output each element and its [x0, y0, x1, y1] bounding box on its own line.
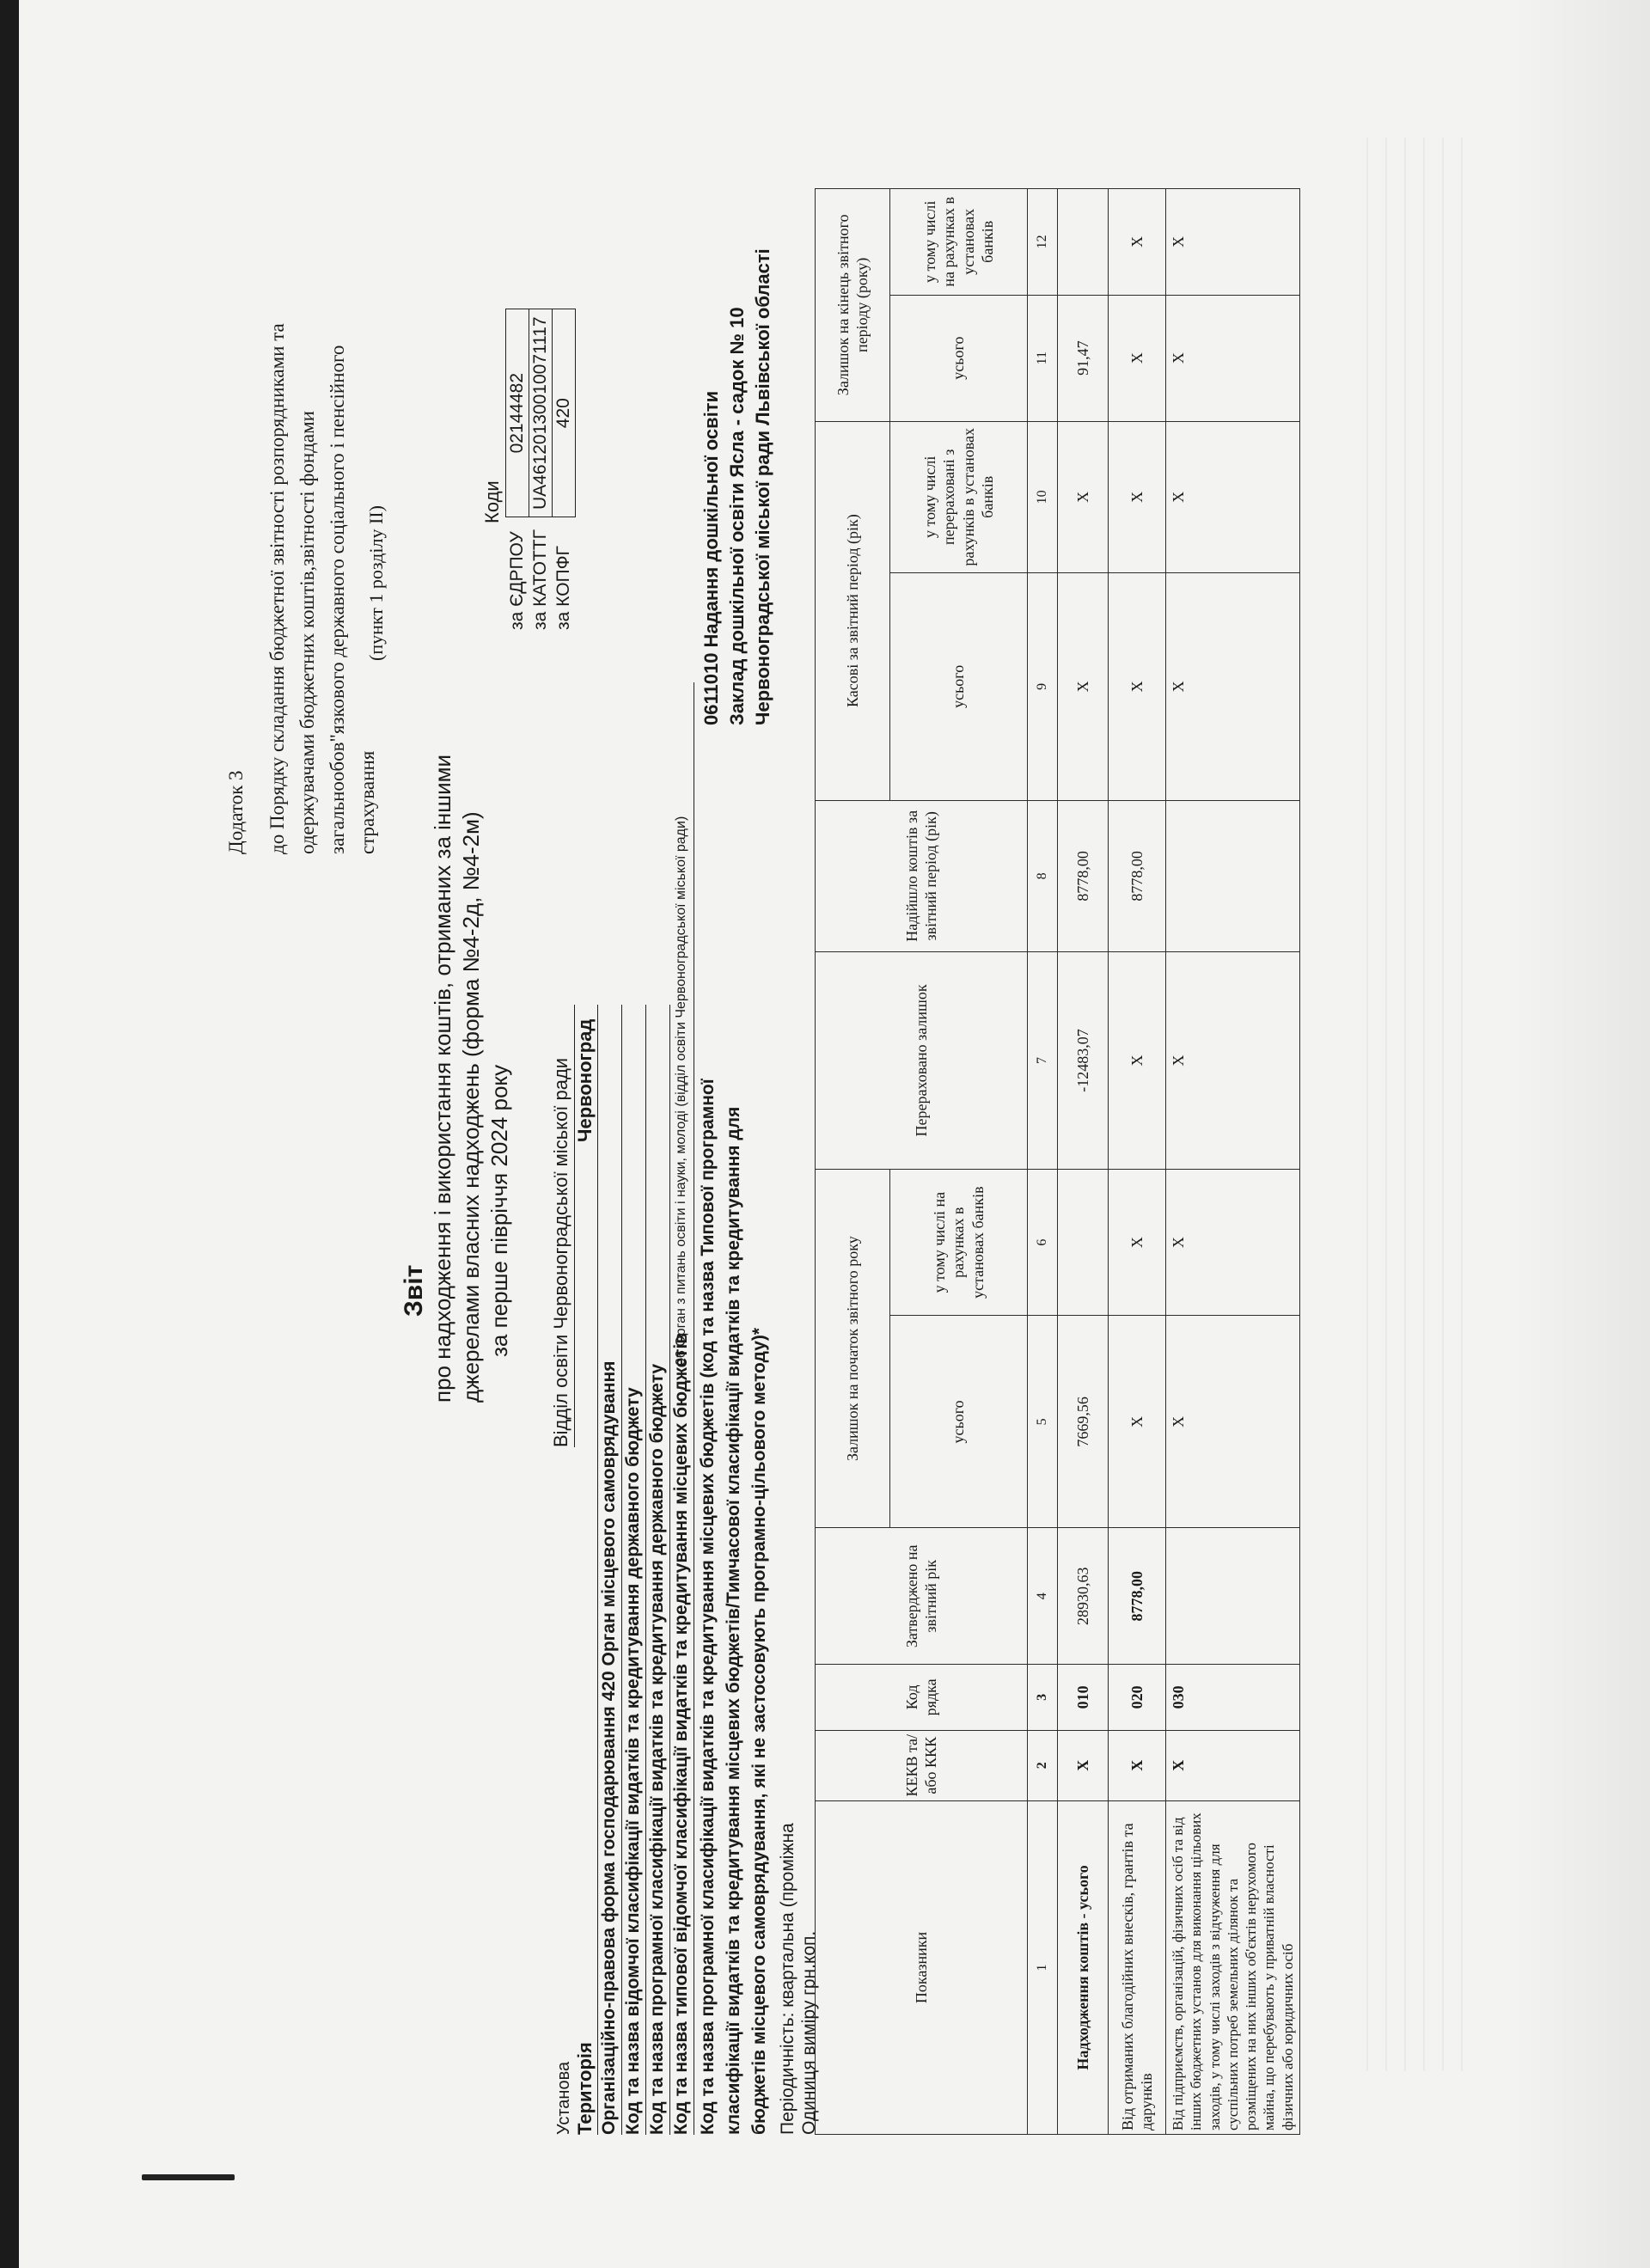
- annex-line-2: одержувачами бюджетних коштів,звітності фондами: [296, 411, 318, 854]
- report-period: за перше півріччя 2024 року: [486, 1064, 512, 1357]
- code-row: [506, 309, 529, 637]
- row-code: 020: [1109, 1665, 1166, 1730]
- col-number: 8: [1028, 800, 1058, 951]
- col-number: 6: [1028, 1169, 1058, 1316]
- local-prog-line-3: бюджетів місцевого самоврядування, які не застосовують програмно-цільового методу)*: [749, 1327, 769, 2135]
- unit-of-measure: Одиниця виміру грн.коп.: [799, 1930, 819, 2135]
- col-number: 2: [1028, 1730, 1058, 1800]
- header-end-total: усього: [890, 295, 1028, 421]
- col-number: 10: [1028, 421, 1058, 572]
- report-subtitle-2: джерелами власних надходжень (форма №4-2д, №4-2м): [458, 811, 484, 1403]
- institution-value: Відділ освіти Червоноградської міської ради: [550, 1057, 571, 1447]
- territory-label: Територія: [574, 2042, 596, 2135]
- row-cash-total: Х: [1058, 573, 1109, 801]
- dept-code: Код та назва відомчої класифікації видатків та кредитування державного бюджету: [623, 1387, 643, 2135]
- code-row: [553, 309, 576, 637]
- row-received: [1166, 800, 1300, 951]
- row-transferred: Х: [1166, 952, 1300, 1170]
- header-end-banks: у тому числі на рахунках в установах банків: [890, 189, 1028, 296]
- row-received: 8778,00: [1109, 800, 1166, 951]
- row-transferred: Х: [1109, 952, 1166, 1170]
- legal-form: Організаційно-правова форма господарювання 420 Орган місцевого самоврядування: [599, 1360, 619, 2135]
- header-cash-total: усього: [890, 573, 1028, 801]
- annex-line-4: страхування: [357, 750, 378, 854]
- code-value: 420: [553, 309, 576, 517]
- row-end-total: 91,47: [1058, 295, 1109, 421]
- row-approved: 8778,00: [1109, 1528, 1166, 1665]
- row-code: 030: [1166, 1665, 1300, 1730]
- row-end-total: Х: [1166, 295, 1300, 421]
- local-prog-value-2: Заклад дошкільної освіти Ясла - садок № 10: [726, 307, 748, 725]
- dept-code-underline: [645, 1005, 646, 2135]
- annex-title: Додаток 3: [225, 770, 247, 854]
- header-start-total: усього: [890, 1316, 1028, 1528]
- row-start-total: 7669,56: [1058, 1316, 1109, 1528]
- header-kekv: КЕКВ та/або ККК: [816, 1730, 1028, 1800]
- code-label: за КОПФГ: [553, 546, 573, 630]
- local-prog-value-1: 0611010 Надання дошкільної освіти: [700, 390, 722, 725]
- prog-code: Код та назва програмної класифікації видатків та кредитування державного бюджету: [647, 1363, 667, 2135]
- header-received: Надійшло коштів за звітний період (рік): [816, 800, 1028, 951]
- col-number: 9: [1028, 573, 1058, 801]
- header-start-banks: у тому числі на рахунках в установах банків: [890, 1169, 1028, 1316]
- territory-underline: [597, 1005, 598, 2135]
- row-name: Від підприємств, організацій, фізичних осіб та від інших бюджетних установ для виконання цільових заходів, у тому числі заходів з відчуження для суспільних потреб земельних ділянок та розміщених на них інших об'єктів нерухомого майна, що перебувають у приватній власності фізичних або юридичних осіб: [1166, 1800, 1300, 2134]
- code-value: UA46120130010071117: [529, 309, 553, 517]
- header-indicators: Показники: [816, 1800, 1028, 2134]
- row-start-total: Х: [1166, 1316, 1300, 1528]
- row-name: Надходження коштів - усього: [1058, 1800, 1109, 2134]
- row-cash-transferred: Х: [1109, 421, 1166, 572]
- typical-dept-value: 06 Орган з питань освіти і науки, молоді (відділ освіти Червоноградської міської ради): [674, 816, 688, 1366]
- row-kekv: Х: [1166, 1730, 1300, 1800]
- code-label: за КАТОТТГ: [530, 529, 550, 630]
- local-prog-line-2: класифікації видатків та кредитування місцевих бюджетів/Тимчасової класифікації видатків та кредитування для: [724, 1106, 743, 2135]
- header-start-balance: Залишок на початок звітного року: [816, 1169, 890, 1528]
- local-prog-line-1: Код та назва програмної класифікації видатків та кредитування місцевих бюджетів (код та назва Типової програмної: [698, 1079, 718, 2135]
- table-row: [1109, 189, 1166, 2135]
- institution-label: Установа: [554, 2061, 573, 2135]
- table-header-row: [816, 189, 890, 2135]
- report-title: Звіт: [400, 1264, 428, 1317]
- col-number: 11: [1028, 295, 1058, 421]
- codes-table: [505, 309, 576, 637]
- row-kekv: Х: [1058, 1730, 1109, 1800]
- local-prog-value-3: Червоноградської міської ради Львівської області: [752, 248, 773, 725]
- col-number: 7: [1028, 952, 1058, 1170]
- report-subtitle-1: про надходження і використання коштів, отриманих за іншими: [430, 754, 455, 1403]
- col-number: 12: [1028, 189, 1058, 296]
- table-row: [1166, 189, 1300, 2135]
- row-start-banks: [1058, 1169, 1109, 1316]
- row-name: Від отриманих благодійних внесків, грантів та дарунків: [1109, 1800, 1166, 2134]
- header-row-code: Код рядка: [816, 1665, 1028, 1730]
- col-number: 1: [1028, 1800, 1058, 2134]
- code-value: 02144482: [506, 309, 529, 517]
- row-cash-transferred: Х: [1166, 421, 1300, 572]
- row-start-banks: Х: [1109, 1169, 1166, 1316]
- code-row: [529, 309, 553, 637]
- territory-value: Червоноград: [574, 1018, 596, 1142]
- row-start-total: Х: [1109, 1316, 1166, 1528]
- header-transferred: Перераховано залишок: [816, 952, 1028, 1170]
- annex-clause: (пункт 1 розділу ІІ): [365, 505, 387, 661]
- row-approved: 28930,63: [1058, 1528, 1109, 1665]
- row-code: 010: [1058, 1665, 1109, 1730]
- col-number: 3: [1028, 1665, 1058, 1730]
- row-transferred: -12483,07: [1058, 952, 1109, 1170]
- row-end-total: Х: [1109, 295, 1166, 421]
- code-label: за ЄДРПОУ: [507, 531, 527, 630]
- col-number: 4: [1028, 1528, 1058, 1665]
- header-approved: Затверджено на звітний рік: [816, 1528, 1028, 1665]
- row-received: 8778,00: [1058, 800, 1109, 951]
- annex-line-1: до Порядку складання бюджетної звітності розпорядниками та: [266, 323, 288, 854]
- col-number: 5: [1028, 1316, 1058, 1528]
- row-end-banks: Х: [1109, 189, 1166, 296]
- row-cash-total: Х: [1109, 573, 1166, 801]
- legal-form-underline: [621, 1005, 622, 2135]
- annex-line-3: загальнообов"язкового державного соціального і пенсійного: [327, 345, 348, 854]
- header-cash-spent: Касові за звітний період (рік): [816, 421, 890, 800]
- report-table: [815, 188, 1300, 2135]
- row-cash-transferred: Х: [1058, 421, 1109, 572]
- row-cash-total: Х: [1166, 573, 1300, 801]
- prog-code-underline: [669, 1005, 670, 2135]
- typical-dept-code: Код та назва типової відомчої класифікації видатків та кредитування місцевих бюджетів: [671, 1332, 691, 2135]
- row-start-banks: Х: [1166, 1169, 1300, 1316]
- codes-header: Коди: [481, 480, 503, 523]
- header-cash-transferred: у тому числі перераховані з рахунків в установах банків: [890, 421, 1028, 572]
- row-end-banks: Х: [1166, 189, 1300, 296]
- periodicity: Періодичність: квартальна (проміжна: [778, 1823, 798, 2135]
- table-row: [1058, 189, 1109, 2135]
- row-end-banks: [1058, 189, 1109, 296]
- header-end-balance: Залишок на кінець звітного періоду (року): [816, 189, 890, 422]
- column-number-row: [1028, 189, 1058, 2135]
- row-approved: [1166, 1528, 1300, 1665]
- row-kekv: Х: [1109, 1730, 1166, 1800]
